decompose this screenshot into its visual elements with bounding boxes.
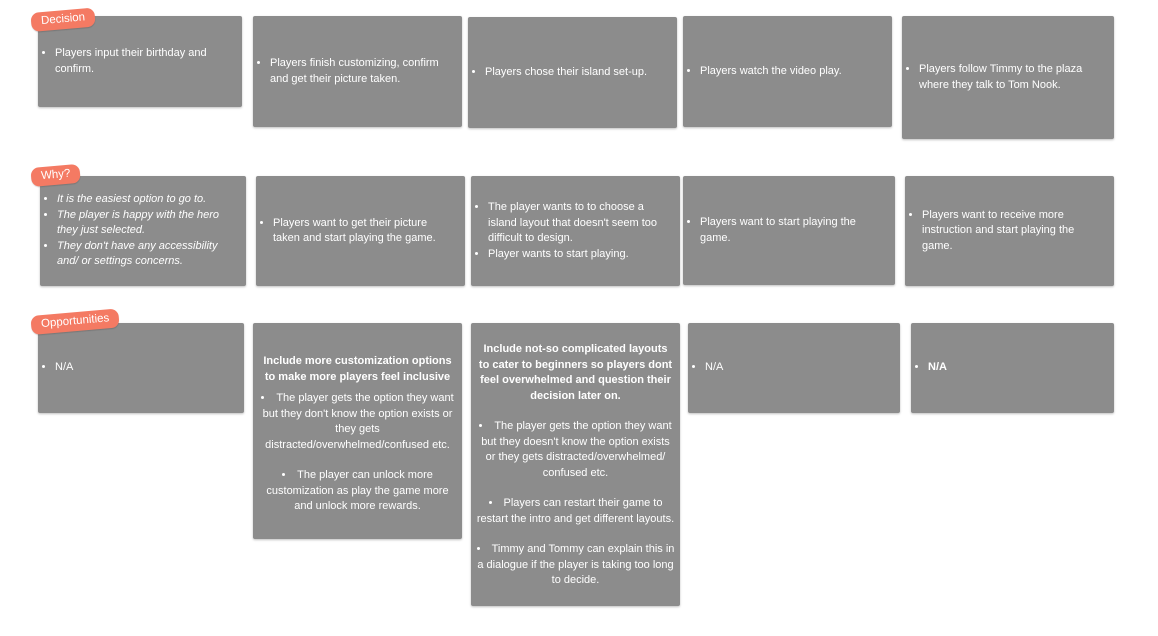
opportunities-tag: Opportunities [30,308,120,335]
opportunity-heading: Include not-so complicated layouts to cater to beginners so players dont feel overwhelmed and question their decision later on. [478,343,673,402]
why-tag: Why? [30,164,81,187]
opportunity-heading: Include more customization options to make more players feel inclusive [263,355,452,383]
list-item: • Players can restart their game to restart the intro and get different layouts. [475,496,676,527]
list-item: • Timmy and Tommy can explain this in a dialogue if the player is taking too long to decide. [475,542,676,589]
list-item: • N/A [55,360,236,376]
list-item: • Players follow Timmy to the plaza where they talk to Tom Nook. [919,62,1106,93]
decision-card-5 [902,16,1114,139]
decision-card-3 [468,17,677,128]
list-item: • The player wants to to choose a island layout that doesn't seem too difficult to design. [488,200,672,247]
list-item: • Players want to receive more instruction and start playing the game. [922,208,1106,255]
why-card-2 [256,176,465,286]
list-item: • Players want to start playing the game. [700,215,887,246]
list-item: • They don't have any accessibility and/ or settings concerns. [57,239,238,270]
list-item: • It is the easiest option to go to. [57,192,238,208]
opportunities-card-5 [911,323,1114,413]
decision-tag: Decision [30,7,96,32]
list-item: • The player gets the option they want but they doesn't know the option exists or they gets distracted/overwhelmed/ confused etc. [475,419,676,481]
why-card-4 [683,176,895,285]
why-card-1 [40,176,246,286]
decision-card-1 [38,16,242,107]
decision-card-4 [683,16,892,127]
decision-card-2 [253,16,462,127]
list-item: • Players finish customizing, confirm and get their picture taken. [270,56,454,87]
list-item: • N/A [928,360,1106,376]
list-item: • Players watch the video play. [700,64,884,80]
list-item: • The player is happy with the hero they just selected. [57,208,238,239]
opportunities-card-1 [38,323,244,413]
why-card-3 [471,176,680,286]
opportunities-card-4 [688,323,900,413]
list-item: • N/A [705,360,892,376]
opportunities-card-3 [471,323,680,606]
why-card-5 [905,176,1114,286]
list-item: • Player wants to start playing. [488,247,672,263]
list-item: • Players input their birthday and confirm. [55,46,234,77]
list-item: • The player gets the option they want but they don't know the option exists or they gets distracted/overwhelmed/confused etc. [257,391,458,453]
list-item: • The player can unlock more customization as play the game more and unlock more rewards. [257,468,458,515]
opportunities-card-2 [253,323,462,539]
list-item: • Players chose their island set-up. [485,65,669,81]
list-item: • Players want to get their picture taken and start playing the game. [273,216,457,247]
